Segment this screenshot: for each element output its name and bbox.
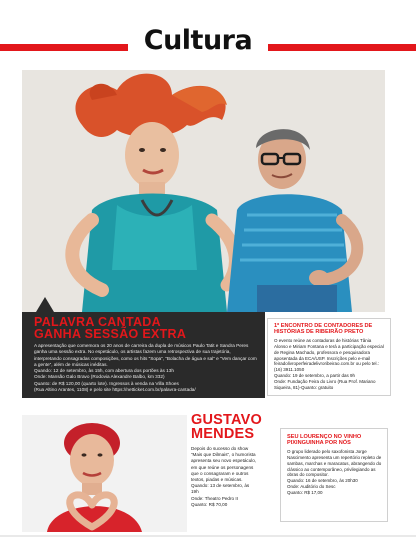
feature-title-line2: GANHA SESSÃO EXTRA — [34, 327, 187, 341]
box1-title: 1º ENCONTRO DE CONTADORES DE HISTÓRIAS DE RIBEIRÃO PRETO — [274, 323, 373, 336]
gustavo-title-line2: MENDES — [191, 426, 255, 442]
box1-when: Quando: 19 de setembro, a partir das 9h — [274, 373, 356, 379]
feature-text-panel — [22, 312, 265, 398]
feature-when: Quando: 12 de setembro, às 15h, com abertura dos portões às 13h — [34, 368, 174, 374]
feature-where: Onde: Mansão Galo Bravo (Rodovia Alexandre Balbo, km 332) — [34, 374, 165, 380]
section-title: Cultura — [143, 25, 253, 56]
feature-title-line1: PALAVRA CANTADA — [34, 315, 161, 329]
box1-description: O evento reúne as contadoras de histórias Tânia Alonso e Miriam Fontana e terá a participação especial de Regina Machado, professora e pesquisadora aposentada da ECA/USP. Inscrições pelo e-mail feiradolivroperfeiradelivroribeirao.com.br ou pelo tel.: (16) 3911.1050 — [274, 337, 384, 373]
gustavo-title-line1: GUSTAVO — [191, 412, 262, 428]
feature-description: A apresentação que comemora os 20 anos de carreira da dupla de músicos Paulo Tatit e Sandra Peres ganha uma sessão extra. No espetáculo, os artistas fazem uma retrospectiva de sua trajetória, interpretando consagradas composições, como os hits “Sopa”, “Bolacha de água e sal” e “Vem dançar com a gente”, além de músicas inéditas. — [34, 343, 257, 367]
box2-description: O grupo liderado pelo saxofonista Jorge Nascimento apresenta um repertório repleto de sambas, marchas e maracatus, abrangendo do clássico ao contemporâneo, privilegiando as obras do compositor. — [287, 448, 382, 478]
gustavo-when: Quando: 13 de setembro, às 19h — [191, 483, 250, 495]
gustavo-description: Depois do sucesso do show “Mais que Dilmais”, o humorista apresenta seu novo espetáculo, em que reúne os personagens que o consagraram e outros textos, piadas e músicas. — [191, 446, 257, 483]
box2-when: Quando: 16 de setembro, às 20h30 — [287, 478, 358, 484]
box2-price: Quanto: R$ 17,00 — [287, 490, 323, 496]
panel-pointer — [36, 297, 54, 312]
feature-body — [34, 343, 257, 393]
page-footer-rule — [0, 535, 416, 537]
gustavo-price: Quanto: R$ 70,00 — [191, 501, 228, 507]
gustavo-heading — [191, 412, 262, 442]
gustavo-where: Onde: Theatro Pedro II — [191, 495, 238, 501]
box2-where: Onde: Auditório do Sesc — [287, 484, 336, 490]
event-box-contadores — [267, 318, 391, 396]
feature-url[interactable]: (Rua Altino Arantes, 1108) e pelo site https://netticket.com.br/palavra-cantada/ — [34, 387, 196, 393]
event-box-seu-lourenco — [280, 428, 388, 522]
box2-body — [287, 449, 382, 496]
gustavo-photo — [22, 415, 187, 532]
feature-price: Quanto: de R$ 120,00 (quarto lote). Ingressos à venda na Villa Shoes — [34, 380, 179, 386]
box1-where: Onde: Fundação Feira do Livro (Rua Prof. Mariano Siqueira, 81)-Quanto: gratuito — [274, 379, 376, 391]
gustavo-body — [191, 446, 257, 508]
box1-body — [274, 338, 385, 391]
section-header — [0, 16, 416, 56]
header-rule-left — [0, 44, 128, 51]
box2-title: SEU LOURENÇO NO VINHO PIXINGUINHA POR NÓS — [287, 434, 362, 447]
feature-photo — [22, 70, 385, 312]
header-rule-right — [268, 44, 416, 51]
